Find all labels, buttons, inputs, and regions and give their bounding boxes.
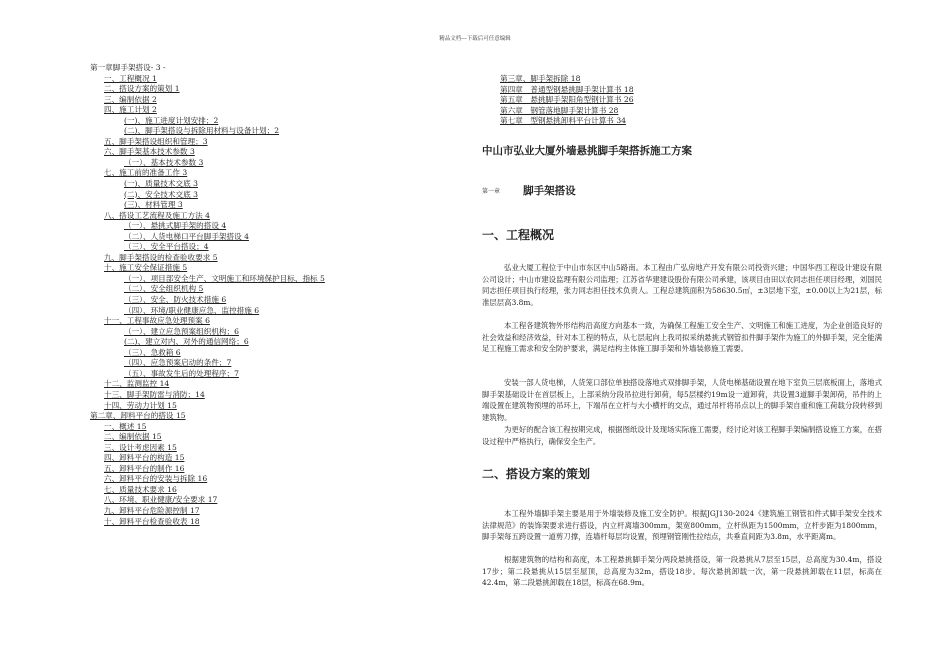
toc-entry[interactable]: （四）、应急预案启动的条件；7 xyxy=(124,358,232,368)
toc-entry[interactable]: （三）、安全、防火技术措施 6 xyxy=(124,295,227,305)
toc-entry[interactable]: （一）、基本技术参数 3 xyxy=(124,157,204,167)
overview-paragraph-1: 弘业大厦工程位于中山市东区中山5路南。本工程由广弘房地产开发有限公司投资兴建；中国华西工程设计建设有限公司设计；中山市建设监理有限公司监理；江苏省华建建设股份有限公司承建，该项目由田以农同志担任项目经理，刘国民同志担任项目执行经理，张力同志担任技术负责人。工程总建筑面积为58630.5㎡，±3层地下室，±0.00以上为21层，标准层层高3.8m。 xyxy=(482,263,882,307)
toc-entry[interactable]: 一、概述 15 xyxy=(104,421,147,431)
toc-entry[interactable]: 第二章、卸料平台的搭设 15 xyxy=(90,411,186,421)
toc-entry[interactable]: 二、搭设方案的策划 1 xyxy=(104,84,180,94)
toc-entry[interactable]: （二）、人货电梯口平台脚手架搭设 4 xyxy=(124,231,249,241)
toc-entry[interactable]: 十、施工安全保证措施 5 xyxy=(104,263,188,273)
planning-paragraph-1: 本工程外墙脚手架主要是用于外墙装修及施工安全防护。根据JGJ130-2024《建筑施工钢管扣件式脚手架安全技术法律规范》的装饰架要求进行搭设，内立杆离墙300mm，架宽800mm，立杆纵距为1500mm，立杆步距为1800mm，脚手架每五跨设置一道剪刀撑，连墙杆每层均设置，预埋钢管刚性拉结点，共垂直间距为3.8m，水平距离m。 xyxy=(482,509,882,542)
toc-entry[interactable]: (二)、脚手架搭设与拆除用材料与设备计划；2 xyxy=(124,126,280,136)
toc-entry[interactable]: 第五章 悬挑脚手架阳角型钢计算书 26 xyxy=(500,95,634,105)
toc-entry[interactable]: 八、环境、职业健康/安全要求 17 xyxy=(104,495,218,505)
toc-entry[interactable]: 五、脚手架搭设组织和管理；3 xyxy=(104,136,208,146)
toc-entry[interactable]: 第六章 钢管落地脚手架计算书 28 xyxy=(500,105,619,115)
toc-entry[interactable]: （一）、建立应急预案组织机构；6 xyxy=(124,326,239,336)
page-header: 精品文档---下载后可任意编辑 xyxy=(439,36,511,42)
toc-left xyxy=(90,63,390,527)
toc-entry[interactable]: (一)、质量技术交底 3 xyxy=(124,179,198,189)
toc-entry[interactable]: 九、脚手架搭设的检查验收要求 5 xyxy=(104,252,218,262)
toc-entry[interactable]: 八、搭设工艺流程及施工方法 4 xyxy=(104,210,210,220)
toc-entry[interactable]: （三）、安全平台搭设；4 xyxy=(124,242,209,252)
toc-entry[interactable]: 十、卸料平台检查验收表 18 xyxy=(104,516,200,526)
toc-entry[interactable]: （一）、项目部安全生产、文明施工和环境保护目标、指标 5 xyxy=(124,273,325,283)
toc-entry[interactable]: （五）、事故发生后的处理程序；7 xyxy=(124,368,239,378)
toc-entry[interactable]: 七、质量技术要求 16 xyxy=(104,484,177,494)
toc-entry[interactable]: （一）、悬挑式脚手架的搭设 4 xyxy=(124,221,227,231)
toc-entry[interactable]: 十二、监测监控 14 xyxy=(104,379,170,389)
toc-entry[interactable]: 一、工程概况 1 xyxy=(104,73,157,83)
overview-paragraph-3: 安装一部人货电梯，人货笼口部位单独搭设落地式双排脚手架，人货电梯基础设置在地下室负三层底板面上，落地式脚手架基础设计在首层板上，上部采纳分段吊拉进行卸荷，每5层楼约19m设一道卸荷，共设置3道脚手架卸荷，吊件的上端设置在建筑物预埋的吊环上，下端吊在立杆与大小横杆的交点，通过吊杆将吊点以上的脚手架自重和施工荷载分段转移到建筑物。 xyxy=(482,378,882,422)
toc-entry[interactable]: 第七章 型钢悬挑卸料平台计算书 34 xyxy=(500,116,626,126)
toc-entry[interactable]: 十三、脚手架防雷与消防；14 xyxy=(104,389,205,399)
chapter-label: 第一章 xyxy=(482,188,501,195)
toc-entry[interactable]: 五、卸料平台的制作 16 xyxy=(104,463,185,473)
toc-entry[interactable]: (一)、施工进度计划安排；2 xyxy=(124,115,219,125)
toc-entry[interactable]: （四）、环境/职业健康应急、监控措施 6 xyxy=(124,305,260,315)
toc-entry[interactable]: 四、施工计划 2 xyxy=(104,105,157,115)
toc-right xyxy=(500,74,700,127)
toc-entry[interactable]: （三）、急救箱 6 xyxy=(124,347,181,357)
toc-entry: 第一章脚手架搭设- 3 - xyxy=(90,63,166,72)
planning-paragraph-2: 根据建筑物的结构和高度，本工程悬挑脚手架分两段悬挑搭设，第一段悬挑从7层至15层，总高度为30.4m，搭设17步；第二段悬挑从15层至屋顶，总高度为32m，搭设18步。每次悬挑卸载一次，第一段悬挑卸载在11层，标高在42.4m，第二段悬挑卸载在18层，标高在68.9m。 xyxy=(482,555,882,588)
overview-paragraph-4: 为更好的配合该工程按期完成，根据图纸设计及现场实际施工需要，经讨论对该工程脚手架编制搭设施工方案，在搭设过程中严格执行，确保安全生产。 xyxy=(482,425,882,446)
toc-entry[interactable]: 三、设计考虑因素 15 xyxy=(104,442,177,452)
chapter-heading xyxy=(482,180,576,199)
chapter-name: 脚手架搭设 xyxy=(523,185,576,197)
overview-paragraph-2: 本工程各建筑物外形结构沿高度方向基本一致，为确保工程施工安全生产、文明施工和施工进度，为企业创造良好的社会效益和经济效益，针对本工程的特点，从七层起向上我司拟采纳悬挑式钢管扣件脚手架作为施工的外脚手架，完全能满足工程施工需求和安全防护要求，满足结构主体施工脚手架和外墙装修施工需要。 xyxy=(482,321,882,354)
toc-entry[interactable]: 四、卸料平台的构造 15 xyxy=(104,453,185,463)
toc-entry[interactable]: 十四、劳动力计划 15 xyxy=(104,400,177,410)
section-title-planning: 二、搭设方案的策划 xyxy=(482,467,591,481)
toc-entry[interactable]: (二)、建立对内、对外的通信网络；6 xyxy=(124,337,249,347)
toc-entry[interactable]: (三)、材料管理 3 xyxy=(124,200,183,210)
toc-entry[interactable]: 六、脚手架基本技术参数 3 xyxy=(104,147,195,157)
toc-entry[interactable]: 第三章、脚手架拆除 18 xyxy=(500,74,581,83)
document-title: 中山市弘业大厦外墙悬挑脚手架搭拆施工方案 xyxy=(482,145,692,157)
toc-entry[interactable]: 九、卸料平台危险源控制 17 xyxy=(104,505,200,515)
section-title-overview: 一、工程概况 xyxy=(482,228,555,242)
toc-entry[interactable]: （二）、安全组织机构 5 xyxy=(124,284,204,294)
toc-entry[interactable]: 第四章 普通型钢悬挑脚手架计算书 18 xyxy=(500,84,634,94)
toc-entry[interactable]: 三、编制依据 2 xyxy=(104,94,157,104)
toc-entry[interactable]: (二)、安全技术交底 3 xyxy=(124,189,198,199)
toc-entry[interactable]: 六、卸料平台的安装与拆除 16 xyxy=(104,474,208,484)
toc-entry[interactable]: 十一、工程事故应急处理预案 6 xyxy=(104,316,210,326)
toc-entry[interactable]: 七、施工前的准备工作 3 xyxy=(104,168,188,178)
toc-entry[interactable]: 二、编制依据 15 xyxy=(104,432,162,442)
